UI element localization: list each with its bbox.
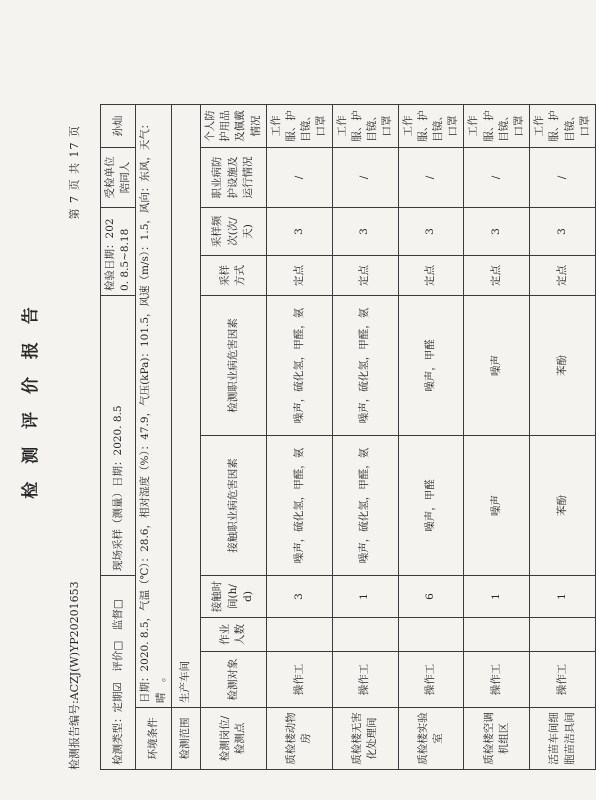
environment-text: 日期：2020. 8.5，气温（℃）：28.6，相对湿度（%）：47.9，气压(kPa)：101.5，风速（m/s）：1.5，风向：东风，天气：晴 。 [136, 104, 171, 707]
accompany-label: 受检单位陪同人 [101, 147, 136, 207]
cell-workers [398, 618, 464, 652]
cell-method: 定点 [398, 255, 464, 295]
cell-facility: / [398, 147, 464, 207]
cell-subject: 操作工 [266, 652, 332, 708]
cell-method: 定点 [530, 255, 596, 295]
cell-position: 活苗车间细胞苗洁具间 [530, 708, 596, 770]
page-title: 检 测 评 价 报 告 [21, 301, 41, 499]
cell-contact: 苯酚 [530, 435, 596, 575]
cell-contact: 噪声，硫化氢，甲醛，氨 [332, 435, 398, 575]
cell-detected: 噪声，硫化氢，甲醛，氨 [332, 295, 398, 435]
cell-contact: 噪声，硫化氢，甲醛，氨 [266, 435, 332, 575]
cell-subject: 操作工 [530, 652, 596, 708]
cell-workers [266, 618, 332, 652]
table-row [266, 104, 332, 769]
cell-ppe: 工作服、护目镜、口罩 [530, 104, 596, 147]
cell-workers [530, 618, 596, 652]
environment-label: 环境条件 [136, 708, 171, 770]
cell-workers [332, 618, 398, 652]
col-ppe: 个人防护用品及佩戴情况 [200, 104, 266, 147]
cell-frequency: 3 [398, 207, 464, 255]
col-protection-facility: 职业病防护设施及运行情况 [200, 147, 266, 207]
column-header-row [200, 104, 266, 769]
cell-ppe: 工作服、护目镜、口罩 [398, 104, 464, 147]
col-frequency: 采样频次(次/天) [200, 207, 266, 255]
scope-label: 检测范围 [171, 708, 200, 770]
cell-contact: 噪声 [464, 435, 530, 575]
cell-detected: 噪声，硫化氢，甲醛，氨 [266, 295, 332, 435]
col-exposure-time: 接触时间(h/d) [200, 575, 266, 617]
sampling-date: 现场采样（测量）日期：2020. 8.5 [101, 295, 136, 575]
col-contact-factors: 接触职业病危害因素 [200, 435, 266, 575]
inspection-date: 检验日期：2020. 8.5~8.18 [101, 207, 136, 295]
scope-row [171, 104, 200, 769]
cell-facility: / [530, 147, 596, 207]
cell-position: 质检楼动物房 [266, 708, 332, 770]
cell-frequency: 3 [266, 207, 332, 255]
cell-ppe: 工作服、护目镜、口罩 [464, 104, 530, 147]
table-row [464, 104, 530, 769]
detection-table [100, 104, 596, 770]
cell-workers [464, 618, 530, 652]
cell-position: 质检楼实验室 [398, 708, 464, 770]
cell-facility: / [266, 147, 332, 207]
cell-hours: 1 [464, 575, 530, 617]
col-position: 检测岗位/检测点 [200, 708, 266, 770]
table-row [530, 104, 596, 769]
cell-hours: 3 [266, 575, 332, 617]
cell-frequency: 3 [530, 207, 596, 255]
cell-method: 定点 [266, 255, 332, 295]
cell-subject: 操作工 [464, 652, 530, 708]
cell-frequency: 3 [332, 207, 398, 255]
cell-contact: 噪声，甲醛 [398, 435, 464, 575]
cell-hours: 1 [530, 575, 596, 617]
cell-facility: / [464, 147, 530, 207]
col-sampling-method: 采样方式 [200, 255, 266, 295]
cell-ppe: 工作服、护目镜、口罩 [266, 104, 332, 147]
header-row [101, 104, 136, 769]
table-row [332, 104, 398, 769]
page-number: 第 7 页 共 17 页 [68, 125, 81, 220]
cell-position: 质检楼无害化处理间 [332, 708, 398, 770]
scope-value: 生产车间 [171, 104, 200, 707]
cell-method: 定点 [464, 255, 530, 295]
cell-frequency: 3 [464, 207, 530, 255]
cell-method: 定点 [332, 255, 398, 295]
cell-detected: 噪声，甲醛 [398, 295, 464, 435]
cell-ppe: 工作服、护目镜、口罩 [332, 104, 398, 147]
col-subject: 检测对象 [200, 652, 266, 708]
cell-subject: 操作工 [332, 652, 398, 708]
cell-position: 质检楼空调机组区 [464, 708, 530, 770]
environment-row [136, 104, 171, 769]
cell-facility: / [332, 147, 398, 207]
col-detected-factors: 检测职业病危害因素 [200, 295, 266, 435]
report-number: 检测报告编号:ACZJ(W)YP20201653 [68, 581, 81, 770]
table-row [398, 104, 464, 769]
accompany-name: 孙灿 [101, 104, 136, 147]
col-workers: 作业人数 [200, 618, 266, 652]
cell-hours: 1 [332, 575, 398, 617]
cell-detected: 噪声 [464, 295, 530, 435]
cell-detected: 苯酚 [530, 295, 596, 435]
cell-hours: 6 [398, 575, 464, 617]
cell-subject: 操作工 [398, 652, 464, 708]
inspection-type: 检测类型：定期☑ 评价□ 监督□ [101, 575, 136, 769]
